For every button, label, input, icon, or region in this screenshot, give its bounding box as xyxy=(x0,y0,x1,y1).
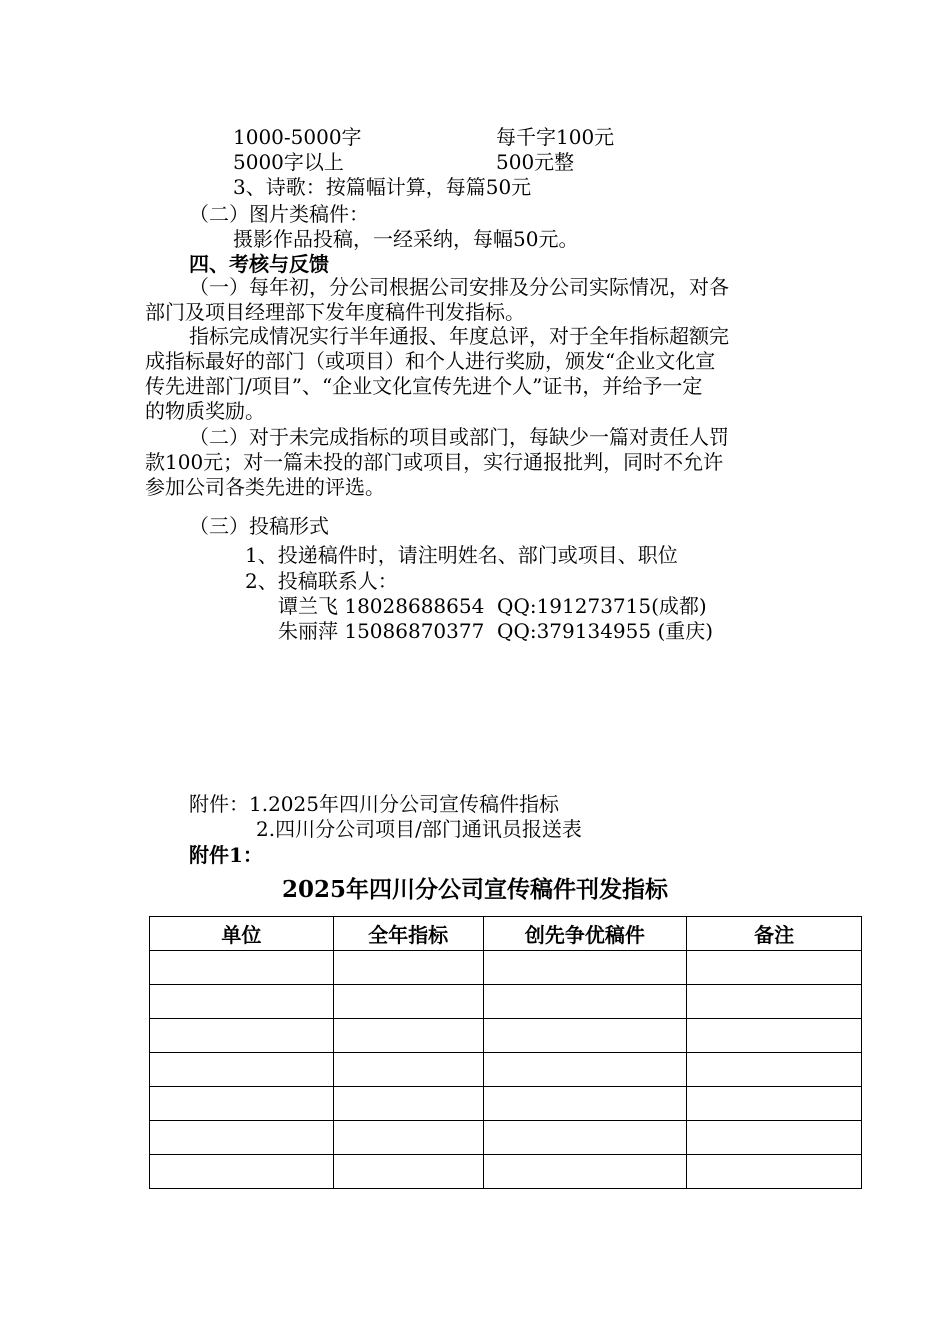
fee-row2-rate: 500元整 xyxy=(496,150,575,174)
table-header-row xyxy=(150,917,862,951)
table-cell[interactable] xyxy=(333,1121,483,1155)
contact-zhu: 朱丽萍 15086870377 QQ:379134955 (重庆) xyxy=(278,619,714,643)
fee-row2-range: 5000字以上 xyxy=(233,150,344,174)
table-cell[interactable] xyxy=(333,1019,483,1053)
table-title: 2025年四川分公司宣传稿件刊发指标 xyxy=(281,876,668,903)
section4-p3-line1: （二）对于未完成指标的项目或部门，每缺少一篇对责任人罚 xyxy=(189,425,729,449)
table-cell[interactable] xyxy=(687,1087,862,1121)
fee-row1-rate: 每千字100元 xyxy=(496,125,615,149)
section4-p2-line3: 传先进部门/项目”、“企业文化宣传先进个人”证书，并给予一定 xyxy=(145,374,703,398)
section4-heading: 四、考核与反馈 xyxy=(189,252,329,276)
table-cell[interactable] xyxy=(150,1087,334,1121)
section4-p2-line4: 的物质奖励。 xyxy=(145,399,265,423)
table-cell[interactable] xyxy=(483,985,687,1019)
table-cell[interactable] xyxy=(150,1155,334,1189)
table-cell[interactable] xyxy=(687,1019,862,1053)
table-cell[interactable] xyxy=(483,1019,687,1053)
table-cell[interactable] xyxy=(150,1053,334,1087)
submission-item1: 1、投递稿件时，请注明姓名、部门或项目、职位 xyxy=(245,543,678,567)
table-cell[interactable] xyxy=(483,1121,687,1155)
col-header-annual-target: 全年指标 xyxy=(333,917,483,951)
table-row xyxy=(150,985,862,1019)
attachment-line1: 附件：1.2025年四川分公司宣传稿件指标 xyxy=(189,792,559,816)
table-cell[interactable] xyxy=(483,1155,687,1189)
images-heading: （二）图片类稿件： xyxy=(189,202,369,226)
section4-p2-line1: 指标完成情况实行半年通报、年度总评，对于全年指标超额完 xyxy=(189,324,729,348)
contact-tan: 谭兰飞 18028688654 QQ:191273715(成都) xyxy=(278,594,707,618)
table-row xyxy=(150,1087,862,1121)
col-header-remarks: 备注 xyxy=(687,917,862,951)
table-cell[interactable] xyxy=(687,985,862,1019)
col-header-excellence: 创先争优稿件 xyxy=(483,917,687,951)
table-cell[interactable] xyxy=(483,1087,687,1121)
table-cell[interactable] xyxy=(687,951,862,985)
section4-p3-line2: 款100元；对一篇未投的部门或项目，实行通报批判，同时不允许 xyxy=(145,450,724,474)
table-cell[interactable] xyxy=(333,1155,483,1189)
submission-heading: （三）投稿形式 xyxy=(189,514,329,538)
fee-poetry: 3、诗歌：按篇幅计算，每篇50元 xyxy=(233,175,532,199)
table-cell[interactable] xyxy=(483,1053,687,1087)
table-cell[interactable] xyxy=(150,1019,334,1053)
attachment-line2: 2.四川分公司项目/部门通讯员报送表 xyxy=(256,817,582,841)
table-cell[interactable] xyxy=(333,951,483,985)
col-header-unit: 单位 xyxy=(150,917,334,951)
table-cell[interactable] xyxy=(687,1155,862,1189)
table-cell[interactable] xyxy=(150,985,334,1019)
table-row xyxy=(150,1053,862,1087)
table-cell[interactable] xyxy=(333,1053,483,1087)
quota-table xyxy=(149,916,862,1189)
table-cell[interactable] xyxy=(483,951,687,985)
table-row xyxy=(150,1155,862,1189)
images-detail: 摄影作品投稿，一经采纳，每幅50元。 xyxy=(233,227,579,251)
fee-row1-range: 1000-5000字 xyxy=(233,125,362,149)
table-cell[interactable] xyxy=(687,1053,862,1087)
attachment-label: 附件1： xyxy=(189,843,263,867)
table-row xyxy=(150,951,862,985)
section4-p2-line2: 成指标最好的部门（或项目）和个人进行奖励，颁发“企业文化宣 xyxy=(145,349,716,373)
table-cell[interactable] xyxy=(150,1121,334,1155)
table-cell[interactable] xyxy=(333,1087,483,1121)
table-row xyxy=(150,1121,862,1155)
table-cell[interactable] xyxy=(150,951,334,985)
section4-p1-line1: （一）每年初，分公司根据公司安排及分公司实际情况，对各 xyxy=(189,275,729,299)
table-cell[interactable] xyxy=(687,1121,862,1155)
submission-item2: 2、投稿联系人： xyxy=(245,569,398,593)
section4-p3-line3: 参加公司各类先进的评选。 xyxy=(145,475,385,499)
table-row xyxy=(150,1019,862,1053)
table-cell[interactable] xyxy=(333,985,483,1019)
section4-p1-line2: 部门及项目经理部下发年度稿件刊发指标。 xyxy=(145,300,525,324)
